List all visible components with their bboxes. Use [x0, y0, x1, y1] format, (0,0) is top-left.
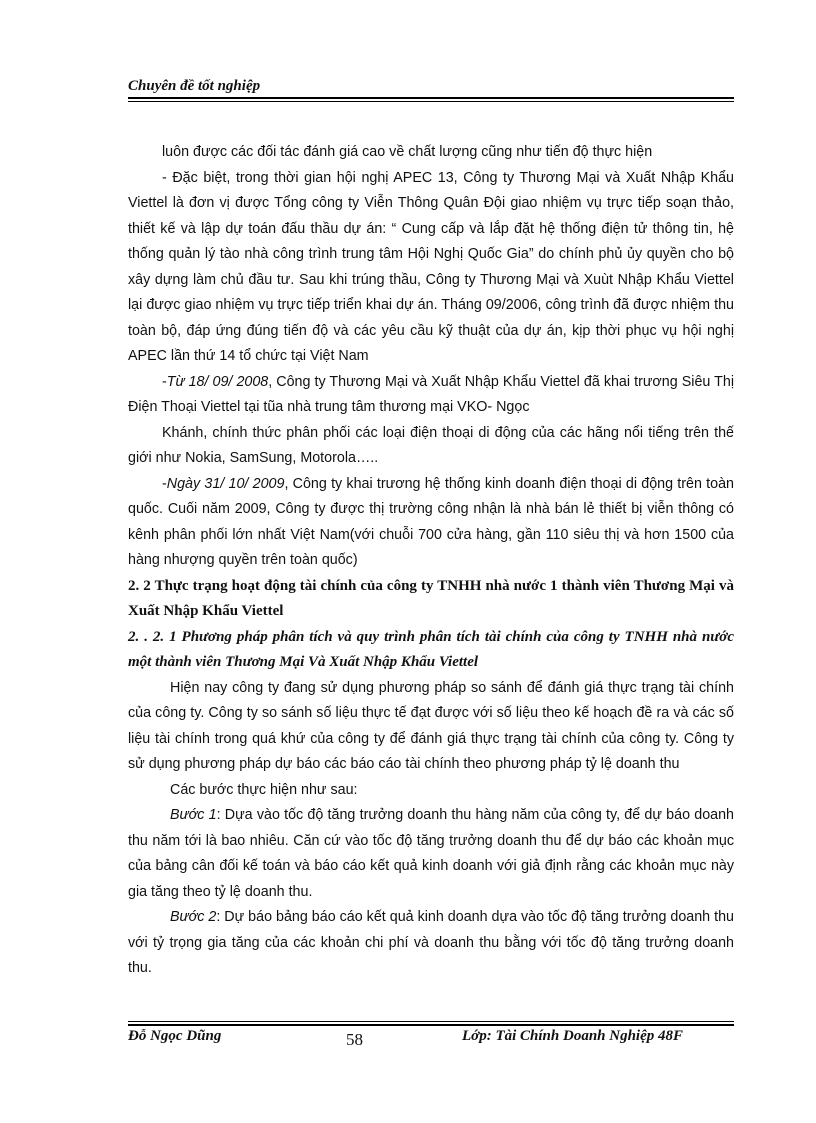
text: , Công ty khai trương hệ thống kinh doanh điện thoại di động trên toàn quốc. Cuối năm 2009, Công ty được thị trường công nhận là nhà bán lẻ thiết bị viễn thông có kênh phân phối lớn nhất Việt Nam(với chuỗi 700 cửa hàng, gần 110 siêu thị và hơn 1500 của hàng nhượng quyền trên toàn quốc) — [128, 475, 735, 568]
paragraph: Các bước thực hiện như sau: — [170, 781, 358, 798]
footer-author: Đỗ Ngọc Dũng — [128, 1028, 222, 1044]
footer-rule-thin — [128, 1021, 734, 1022]
paragraph: luôn được các đối tác đánh giá cao về chất lượng cũng như tiến độ thực hiện — [162, 144, 653, 160]
subsection-heading: 2. . 2. 1 Phương pháp phân tích và quy trình phân tích tài chính của công ty TNHH nhà nước một thành viên Thương Mại Và Xuất Nhập Khẩu Viettel — [128, 628, 734, 670]
paragraph — [128, 472, 734, 574]
text: , Công ty Thương Mại và Xuất Nhập Khẩu Viettel đã khai trương Siêu Thị Điện Thoại Viettel tại tũa nhà trung tâm thương mại VKO- Ngọc — [128, 373, 734, 415]
section-heading: 2. 2 Thực trạng hoạt động tài chính của công ty TNHH nhà nước 1 thành viên Thương Mại và Xuất Nhập Khẩu Viettel — [128, 577, 734, 619]
header-rule-thick — [128, 97, 734, 99]
page-number: 58 — [346, 1030, 363, 1049]
text: - — [162, 475, 167, 492]
header-title: Chuyên đề tốt nghiệp — [128, 78, 261, 94]
paragraph: - Đặc biệt, trong thời gian hội nghị APEC 13, Công ty Thương Mại và Xuất Nhập Khẩu Viettel là đơn vị được Tổng công ty Viễn Thông Quân Đội giao nhiệm vụ trực tiếp soạn thảo, thiết kế và lập dự toán đấu thầu dự án: “ Cung cấp và lắp đặt hệ thống điện tử thông tin, hệ thống quản lý tào nhà công trình trung tâm Hội Nghị Quốc Gia” do chính phủ ủy quyền cho bộ xây dựng làm chủ đầu tư. Sau khi trúng thầu, Công ty Thương Mại và Xuùt Nhập Khẩu Viettel lại được giao nhiệm vụ trực tiếp triển khai dự án. Tháng 09/2006, công trình đã được nhiệm thu toàn bộ, đáp ứng đúng tiến độ và các yêu cầu kỹ thuật của dự án, kịp thời phục vụ hội nghị APEC lần thứ 14 tổ chức tại Việt Nam — [128, 169, 734, 364]
paragraph — [128, 803, 734, 905]
footer-class-label: Lớp: Tài Chính Doanh Nghiệp 48F — [462, 1028, 684, 1044]
step-label: Bước 1 — [170, 807, 217, 823]
paragraph — [128, 370, 734, 421]
step-label: Bước 2 — [170, 909, 217, 925]
text: : Dự báo bảng báo cáo kết quả kinh doanh dựa vào tốc độ tăng trưởng doanh thu với tỷ trọng gia tăng của các khoản chi phí và doanh thu bằng với tốc độ tăng trưởng doanh thu. — [128, 909, 734, 976]
paragraph: Hiện nay công ty đang sử dụng phương pháp so sánh để đánh giá thực trạng tài chính của công ty. Công ty so sánh số liệu thực tế đạt được với số liệu theo kế hoạch đề ra và các số liệu tài chính trong quá khứ của công ty để đánh giá thực trạng tài chính của công ty. Công ty sử dụng phương pháp dự báo các báo cáo tài chính theo phương pháp tỷ lệ doanh thu — [128, 679, 734, 772]
header-rule-thin — [128, 101, 734, 102]
text: - — [162, 373, 167, 390]
paragraph: Khánh, chính thức phân phối các loại điện thoại di động của các hãng nổi tiếng trên thế giới như Nokia, SamSung, Motorola….. — [128, 424, 734, 466]
text: : Dựa vào tốc độ tăng trưởng doanh thu hàng năm của công ty, để dự báo doanh thu năm tới là bao nhiêu. Căn cứ vào tốc độ tăng trưởng doanh thu để dự báo các khoản mục của bảng cân đối kế toán và báo cáo kết quả kinh doanh với giả định rằng các khoản mục này gia tăng theo tỷ lệ doanh thu. — [128, 807, 735, 900]
date-italic: Ngày 31/ 10/ 2009 — [166, 475, 285, 492]
paragraph — [128, 905, 734, 982]
date-italic: Từ 18/ 09/ 2008 — [166, 373, 269, 390]
footer-rule-thick — [128, 1024, 734, 1026]
document-body — [128, 140, 734, 982]
